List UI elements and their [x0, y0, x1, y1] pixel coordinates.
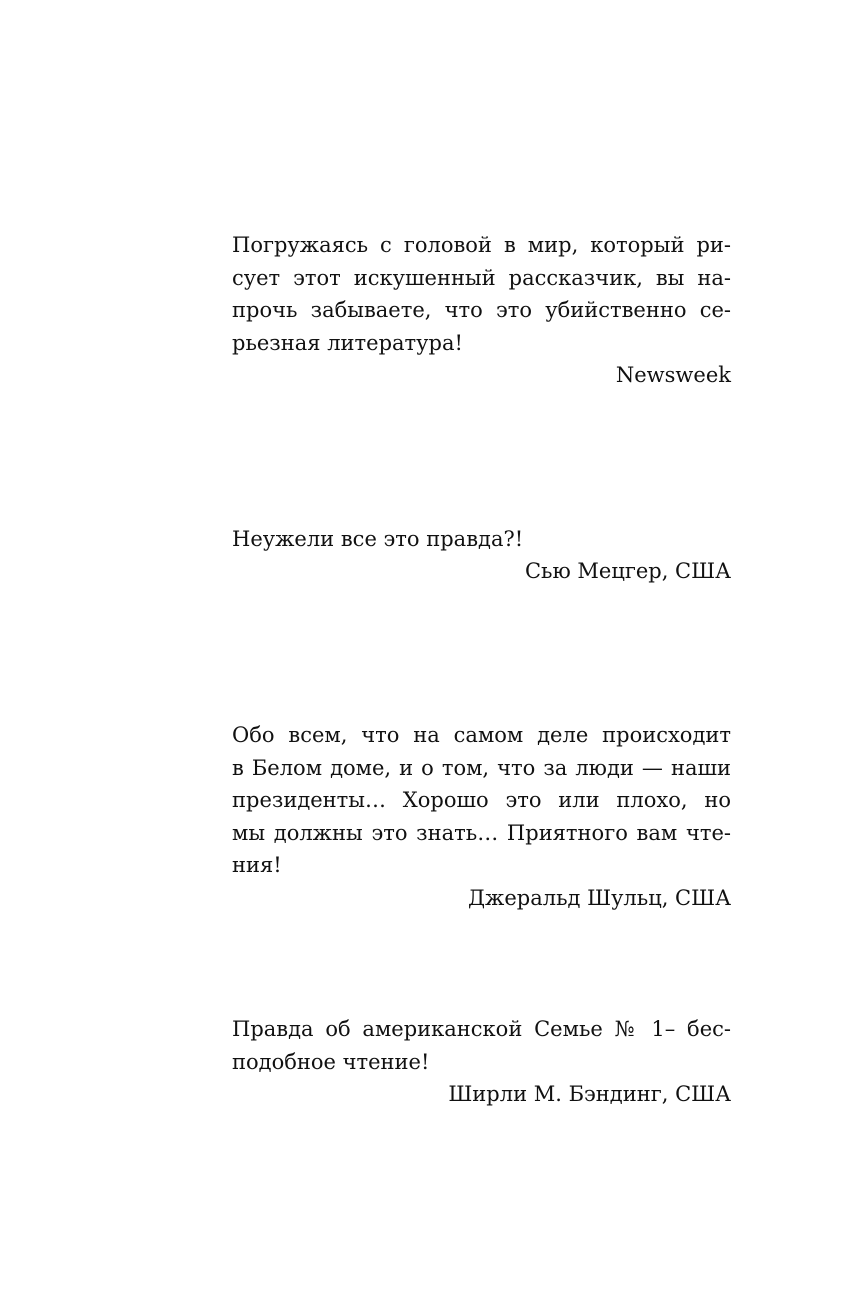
- quote-line: подобное чтение!: [232, 1050, 430, 1074]
- quote-attribution: Джеральд Шульц, США: [467, 886, 731, 910]
- quote-line: Правда об американской Семье № 1– бес-: [232, 1017, 731, 1041]
- quote-line: прочь забываете, что это убийственно се-: [232, 298, 731, 322]
- quote-line: Обо всем, что на самом деле происходит: [232, 723, 731, 747]
- quote-line: ния!: [232, 853, 282, 877]
- quote-line: Погружаясь с головой в мир, который ри-: [232, 233, 731, 257]
- quote-line: мы должны это знать… Приятного вам чте-: [232, 821, 731, 845]
- quote-attribution: Newsweek: [615, 363, 731, 387]
- quote-line: рьезная литература!: [232, 331, 463, 355]
- quote-line: Неужели все это правда?!: [232, 527, 524, 551]
- quote-line: сует этот искушенный рассказчик, вы на-: [232, 266, 731, 290]
- quote-attribution: Ширли М. Бэндинг, США: [448, 1082, 731, 1106]
- quote-line: в Белом доме, и о том, что за люди — наши: [232, 756, 731, 780]
- quote-line: президенты… Хорошо это или плохо, но: [232, 788, 731, 812]
- quote-attribution: Сью Мецгер, США: [524, 559, 731, 583]
